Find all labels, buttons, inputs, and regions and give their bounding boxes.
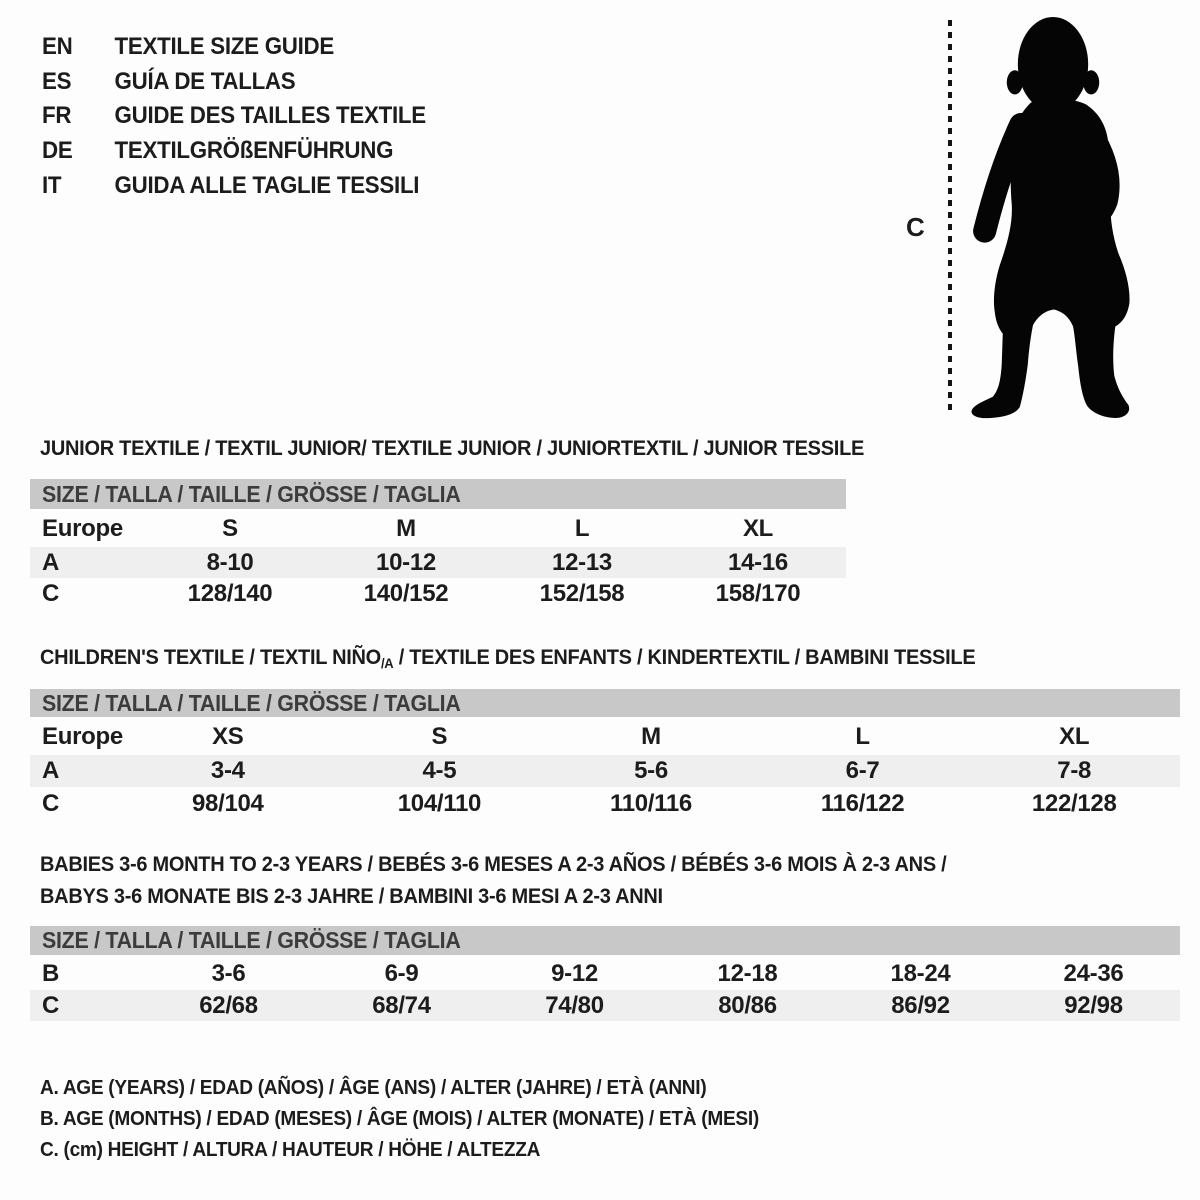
children-size-table [30, 689, 1180, 820]
legend-height-cm: C. (cm) HEIGHT / ALTURA / HAUTEUR / HÖHE / ALTEZZA [40, 1137, 541, 1161]
height-measure-label: C [906, 212, 925, 242]
babies-section-title-line2: BABYS 3-6 MONATE BIS 2-3 JAHRE / BAMBINI 3-6 MESI A 2-3 ANNI [40, 884, 663, 908]
size-header-label: SIZE / TALLA / TAILLE / GRÖSSE / TAGLIA [42, 480, 461, 507]
size-cell: L [855, 723, 870, 750]
age-cell: 5-6 [634, 757, 668, 784]
table-row-sizes [30, 511, 846, 547]
age-cell: 10-12 [376, 548, 436, 576]
height-cell: 86/92 [891, 991, 950, 1019]
row-label: A [42, 757, 60, 784]
months-cell: 6-9 [384, 959, 419, 987]
size-cell: M [396, 515, 416, 542]
lang-row-de [42, 134, 426, 169]
size-cell: XL [1059, 723, 1090, 750]
height-cell: 74/80 [545, 991, 604, 1019]
babies-section-title-line1: BABIES 3-6 MONTH TO 2-3 YEARS / BEBÉS 3-6 MESES A 2-3 AÑOS / BÉBÉS 3-6 MOIS À 2-3 ANS / [40, 852, 947, 876]
table-row-age [30, 755, 1180, 787]
age-cell: 3-4 [210, 757, 245, 784]
legend-age-years: A. AGE (YEARS) / EDAD (AÑOS) / ÂGE (ANS) / ALTER (JAHRE) / ETÀ (ANNI) [40, 1075, 707, 1099]
guide-title-it: GUIDA ALLE TAGLIE TESSILI [114, 171, 420, 199]
toddler-silhouette-icon [966, 12, 1140, 420]
junior-size-table [30, 479, 846, 610]
height-cell: 80/86 [718, 991, 777, 1019]
legend [40, 1072, 813, 1165]
babies-size-table [30, 926, 1180, 1021]
guide-title-de: TEXTILGRÖßENFÜHRUNG [114, 137, 394, 165]
age-cell: 14-16 [728, 548, 788, 576]
height-cell: 128/140 [187, 580, 273, 607]
lang-code: DE [42, 137, 73, 165]
language-title-list [42, 30, 455, 203]
months-cell: 12-18 [717, 959, 778, 987]
months-cell: 24-36 [1063, 959, 1124, 987]
size-header-label: SIZE / TALLA / TAILLE / GRÖSSE / TAGLIA [42, 927, 461, 953]
size-cell: S [431, 723, 448, 750]
size-header-band [30, 926, 1180, 955]
height-cell: 116/122 [820, 789, 905, 817]
height-cell: 68/74 [372, 991, 431, 1019]
table-row-months [30, 957, 1180, 990]
height-cell: 122/128 [1031, 789, 1117, 817]
age-cell: 12-13 [552, 548, 612, 576]
months-cell: 9-12 [551, 959, 598, 987]
legend-age-months: B. AGE (MONTHS) / EDAD (MESES) / ÂGE (MOIS) / ALTER (MONATE) / ETÀ (MESI) [40, 1106, 759, 1130]
table-row-height [30, 787, 1180, 820]
size-header-band [30, 689, 1180, 717]
table-row-height [30, 578, 846, 610]
region-label: Europe [42, 723, 123, 750]
guide-title-en: TEXTILE SIZE GUIDE [114, 33, 334, 61]
months-cell: 3-6 [211, 959, 246, 987]
table-row-height [30, 990, 1180, 1021]
guide-title-fr: GUIDE DES TAILLES TEXTILE [114, 102, 426, 130]
row-label: C [42, 580, 60, 607]
region-label: Europe [42, 515, 123, 542]
lang-code: ES [42, 67, 72, 95]
size-cell: XL [742, 515, 774, 542]
height-cell: 152/158 [539, 580, 625, 607]
junior-section-title: JUNIOR TEXTILE / TEXTIL JUNIOR/ TEXTILE JUNIOR / JUNIORTEXTIL / JUNIOR TESSILE [40, 436, 865, 460]
lang-row-es [42, 65, 426, 100]
lang-row-en [42, 30, 426, 65]
row-label: B [42, 959, 60, 987]
lang-code: FR [42, 102, 72, 130]
size-cell: M [641, 723, 661, 750]
table-row-age [30, 547, 846, 578]
row-label: C [42, 991, 60, 1019]
height-cell: 98/104 [191, 789, 264, 817]
lang-code: IT [42, 171, 62, 199]
height-measure-dashed-line [948, 20, 952, 416]
age-cell: 7-8 [1057, 757, 1092, 784]
row-label: A [42, 548, 60, 576]
height-cell: 110/116 [609, 789, 692, 817]
guide-title-es: GUÍA DE TALLAS [114, 67, 296, 95]
size-header-label: SIZE / TALLA / TAILLE / GRÖSSE / TAGLIA [42, 689, 461, 716]
lang-row-it [42, 168, 426, 203]
children-title-sub: /A [380, 655, 394, 671]
table-row-sizes [30, 719, 1180, 755]
row-label: C [42, 789, 60, 817]
children-title-pre: CHILDREN'S TEXTILE / TEXTIL NIÑO [40, 645, 381, 669]
height-cell: 104/110 [397, 789, 482, 817]
size-cell: XS [212, 723, 244, 750]
size-cell: S [222, 515, 238, 542]
age-cell: 6-7 [845, 757, 880, 784]
age-cell: 4-5 [422, 757, 457, 784]
children-title-post: / TEXTILE DES ENFANTS / KINDERTEXTIL / BAMBINI TESSILE [393, 645, 976, 669]
height-cell: 62/68 [199, 991, 258, 1019]
size-cell: L [574, 515, 590, 542]
months-cell: 18-24 [890, 959, 951, 987]
size-header-band [30, 479, 846, 509]
lang-row-fr [42, 99, 426, 134]
height-cell: 158/170 [715, 580, 801, 607]
lang-code: EN [42, 33, 73, 61]
age-cell: 8-10 [206, 548, 254, 576]
children-section-title [40, 645, 975, 671]
height-cell: 140/152 [363, 580, 449, 607]
height-cell: 92/98 [1064, 991, 1123, 1019]
